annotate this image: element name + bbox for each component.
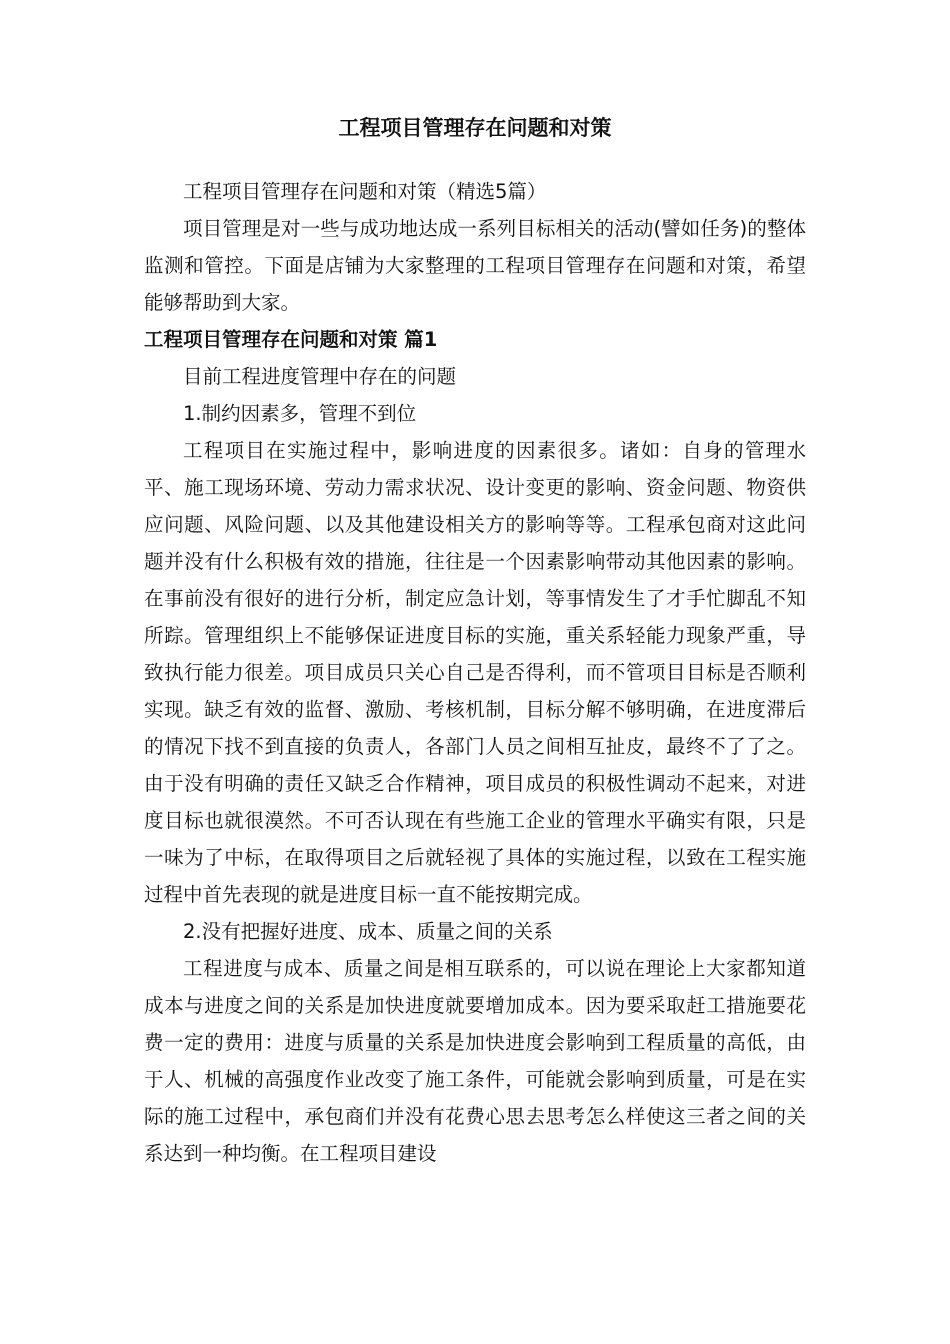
paragraph-point-1-body: 工程项目在实施过程中，影响进度的因素很多。诸如：自身的管理水平、施工现场环境、劳动力需求状况、设计变更的影响、资金问题、物资供应问题、风险问题、以及其他建设相关方的影响等等。工程承包商对这此问题并没有什么积极有效的措施，往往是一个因素影响带动其他因素的影响。在事前没有很好的进行分析，制定应急计划，等事情发生了才手忙脚乱不知所踪。管理组织上不能够保证进度目标的实施，重关系轻能力现象严重，导致执行能力很差。项目成员只关心自己是否得利，而不管项目目标是否顺利实现。缺乏有效的监督、激励、考核机制，目标分解不够明确，在进度滞后的情况下找不到直接的负责人，各部门人员之间相互扯皮，最终不了了之。由于没有明确的责任又缺乏合作精神，项目成员的积极性调动不起来，对进度目标也就很漠然。不可否认现在有些施工企业的管理水平确实有限，只是一味为了中标，在取得项目之后就轻视了具体的实施过程，以致在工程实施过程中首先表现的就是进度目标一直不能按期完成。 <box>144 439 806 906</box>
paragraph-point-1: 1.制约因素多，管理不到位 <box>183 402 417 425</box>
paragraph-intro: 项目管理是对一些与成功地达成一系列目标相关的活动(譬如任务)的整体监测和管控。下面是店铺为大家整理的工程项目管理存在问题和对策，希望能够帮助到大家。 <box>144 217 806 314</box>
document-body <box>144 173 806 1172</box>
document-title: 工程项目管理存在问题和对策 <box>338 116 612 140</box>
paragraph-topic: 目前工程进度管理中存在的问题 <box>183 365 457 388</box>
paragraph-point-2-body: 工程进度与成本、质量之间是相互联系的，可以说在理论上大家都知道成本与进度之间的关系是加快进度就要增加成本。因为要采取赶工措施要花费一定的费用：进度与质量的关系是加快进度会影响到工程质量的高低，由于人、机械的高强度作业改变了施工条件，可能就会影响到质量，可是在实际的施工过程中，承包商们并没有花费心思去思考怎么样使这三者之间的关系达到一种均衡。在工程项目建设 <box>144 957 806 1165</box>
paragraph-point-2: 2.没有把握好进度、成本、质量之间的关系 <box>183 920 553 943</box>
paragraph-subtitle: 工程项目管理存在问题和对策（精选5篇） <box>183 180 547 203</box>
section-heading: 工程项目管理存在问题和对策 篇1 <box>144 328 438 351</box>
